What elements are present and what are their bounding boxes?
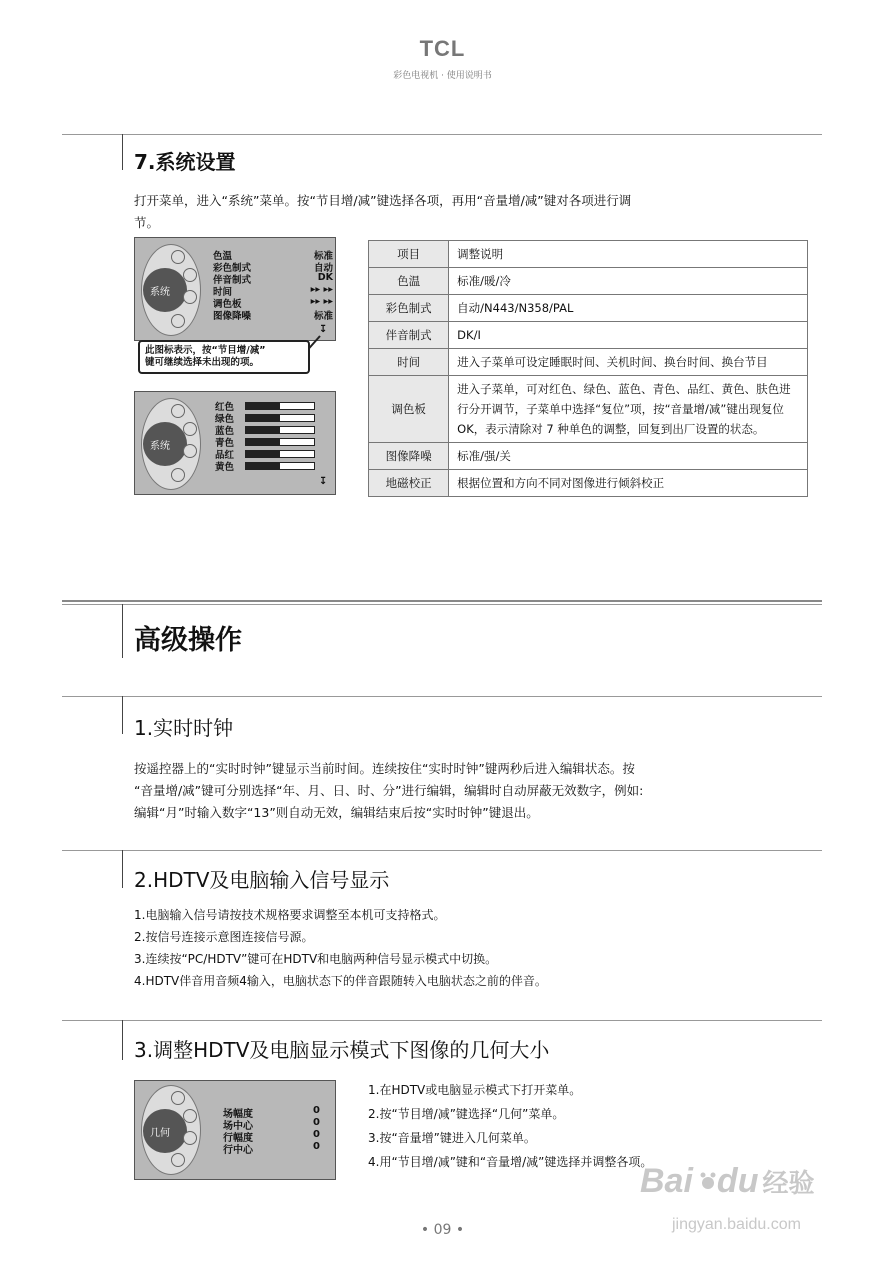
osd-item: 调色板 ▸▸ ▸▸	[213, 296, 333, 310]
osd-tool-icon	[171, 1153, 185, 1167]
section-rule	[62, 850, 822, 851]
palette-row: 蓝色	[215, 424, 315, 436]
table-row: 色温 标准/暖/冷	[369, 268, 808, 295]
table-row: 项目 调整说明	[369, 241, 808, 268]
callout-line-2: 键可继续选择未出现的项。	[145, 357, 260, 368]
section-rule	[62, 134, 822, 135]
list-item: 4.HDTV伴音用音频4输入，电脑状态下的伴音跟随转入电脑状态之前的伴音。	[134, 974, 547, 988]
table-row: 彩色制式 自动/N443/N358/PAL	[369, 295, 808, 322]
table-row: 伴音制式 DK/I	[369, 322, 808, 349]
osd-palette-menu	[134, 391, 336, 495]
osd-picture-icon	[171, 404, 185, 418]
osd-channel-icon	[183, 290, 197, 304]
section-tick	[122, 850, 123, 888]
section-rule	[62, 1020, 822, 1021]
osd-item: 场幅度 0	[223, 1105, 320, 1120]
palette-row: 品红	[215, 448, 315, 460]
table-row: 图像降噪 标准/强/关	[369, 443, 808, 470]
section-tick	[122, 1020, 123, 1060]
header-subtitle: 彩色电视机 · 使用说明书	[393, 71, 492, 81]
osd-menu-label: 系统	[150, 287, 170, 298]
page-number: • 09 •	[420, 1222, 465, 1238]
palette-row: 红色	[215, 400, 315, 412]
osd-geometry-menu	[134, 1080, 336, 1180]
osd-tool-icon	[171, 468, 185, 482]
osd-picture-icon	[171, 250, 185, 264]
palette-row: 绿色	[215, 412, 315, 424]
list-item: 1.电脑输入信号请按技术规格要求调整至本机可支持格式。	[134, 908, 446, 922]
table-row: 调色板 进入子菜单，可对红色、绿色、蓝色、青色、品红、黄色、肤色进行分开调节，子菜单中选择“复位”项，按“音量增/减”键出现复位OK，表示清除对 7 种单色的调整，回复到出厂设置的状态。	[369, 376, 808, 443]
clock-text	[134, 758, 824, 824]
baidu-watermark	[640, 1162, 814, 1201]
clock-line: “音量增/减”键可分别选择“年、月、日、时、分”进行编辑，编辑时自动屏蔽无效数字，例如:	[134, 783, 644, 798]
callout-box	[138, 340, 310, 374]
osd-item: 伴音制式 DK	[213, 272, 333, 286]
watermark-brand: Bai	[640, 1162, 693, 1200]
scroll-down-icon: ↧	[319, 476, 328, 487]
system-spec-table	[368, 240, 808, 497]
osd-sound-icon	[183, 1109, 197, 1123]
osd-channel-icon	[183, 444, 197, 458]
section-title-hdtv: 2.HDTV及电脑输入信号显示	[134, 868, 390, 892]
table-row: 地磁校正 根据位置和方向不同对图像进行倾斜校正	[369, 470, 808, 497]
chapter-rule	[62, 600, 822, 602]
watermark-brand-2: du	[716, 1162, 759, 1200]
osd-item: 彩色制式 自动	[213, 263, 333, 274]
palette-row: 青色	[215, 436, 315, 448]
section-title-geometry: 3.调整HDTV及电脑显示模式下图像的几何大小	[134, 1038, 550, 1062]
section-tick	[122, 134, 123, 170]
watermark-cn: 经验	[762, 1169, 815, 1199]
osd-tool-icon	[171, 314, 185, 328]
osd-system-menu	[134, 237, 336, 341]
callout-line-1: 此图标表示，按“节目增/减”	[145, 345, 266, 356]
system-intro-line-2: 节。	[134, 215, 160, 230]
list-item: 3.连续按“PC/HDTV”键可在HDTV和电脑两种信号显示模式中切换。	[134, 952, 498, 966]
osd-item: 行中心 0	[223, 1141, 320, 1156]
clock-line: 编辑“月”时输入数字“13”则自动无效，编辑结束后按“实时时钟”键退出。	[134, 805, 539, 820]
osd-item: 场中心 0	[223, 1117, 320, 1132]
section-rule	[62, 696, 822, 697]
chapter-tick	[122, 604, 123, 658]
osd-item: 行幅度 0	[223, 1129, 320, 1144]
hdtv-list	[134, 904, 824, 992]
section-title-system: 7.系统设置	[134, 150, 236, 174]
chapter-title-advanced: 高级操作	[134, 625, 242, 656]
list-item: 4.用“节目增/减”键和“音量增/减”键选择并调整各项。	[368, 1155, 653, 1169]
list-item: 2.按信号连接示意图连接信号源。	[134, 930, 314, 944]
osd-picture-icon	[171, 1091, 185, 1105]
list-item: 1.在HDTV或电脑显示模式下打开菜单。	[368, 1083, 582, 1097]
osd-item: 时间 ▸▸ ▸▸	[213, 284, 333, 298]
scroll-down-icon: ↧	[319, 324, 328, 335]
list-item: 2.按“节目增/减”键选择“几何”菜单。	[368, 1107, 565, 1121]
osd-sound-icon	[183, 268, 197, 282]
osd-menu-label: 系统	[150, 441, 170, 452]
list-item: 3.按“音量增”键进入几何菜单。	[368, 1131, 536, 1145]
brand-logo: TCL	[419, 36, 466, 61]
system-intro-line-1: 打开菜单，进入“系统”菜单。按“节目增/减”键选择各项，再用“音量增/减”键对各项进行调	[134, 193, 632, 208]
section-tick	[122, 696, 123, 734]
clock-line: 按遥控器上的“实时时钟”键显示当前时间。连续按住“实时时钟”键两秒后进入编辑状态。按	[134, 761, 635, 776]
chapter-rule	[62, 604, 822, 605]
system-intro	[134, 190, 824, 234]
palette-row: 黄色	[215, 460, 315, 472]
geometry-steps	[368, 1078, 808, 1174]
section-title-clock: 1.实时时钟	[134, 716, 234, 740]
watermark-paw-icon	[699, 1162, 717, 1201]
osd-channel-icon	[183, 1131, 197, 1145]
osd-sound-icon	[183, 422, 197, 436]
osd-item: 色温 标准	[213, 251, 333, 262]
table-row: 时间 进入子菜单可设定睡眠时间、关机时间、换台时间、换台节目	[369, 349, 808, 376]
osd-item: 图像降噪 标准	[213, 311, 333, 322]
watermark-url: jingyan.baidu.com	[672, 1216, 801, 1233]
osd-menu-label: 几何	[150, 1128, 170, 1139]
